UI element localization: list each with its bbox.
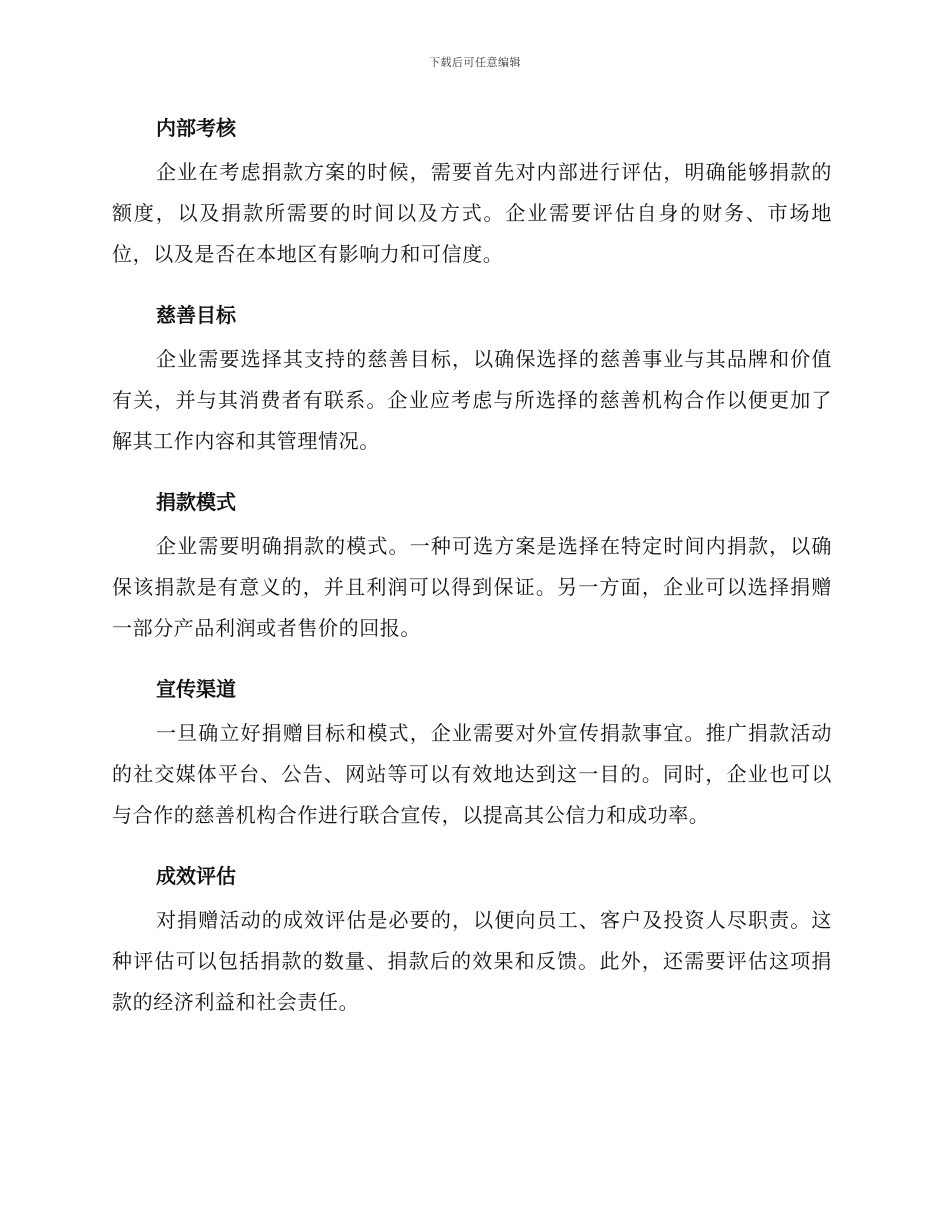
section-paragraph: 对捐赠活动的成效评估是必要的，以便向员工、客户及投资人尽职责。这种评估可以包括捐款的数量、捐款后的效果和反馈。此外，还需要评估这项捐款的经济利益和社会责任。	[112, 908, 832, 1014]
document-body	[112, 104, 832, 1039]
header-note: 下载后可任意编辑	[429, 56, 521, 69]
section-charity-goal	[112, 291, 832, 462]
section-title: 内部考核	[156, 116, 236, 140]
section-donation-mode	[112, 478, 832, 649]
section-title: 捐款模式	[156, 490, 236, 514]
section-paragraph: 企业在考虑捐款方案的时候，需要首先对内部进行评估，明确能够捐款的额度，以及捐款所需要的时间以及方式。企业需要评估自身的财务、市场地位，以及是否在本地区有影响力和可信度。	[112, 160, 832, 266]
section-promotion-channel	[112, 665, 832, 836]
section-paragraph: 企业需要选择其支持的慈善目标，以确保选择的慈善事业与其品牌和价值有关，并与其消费者有联系。企业应考虑与所选择的慈善机构合作以便更加了解其工作内容和其管理情况。	[112, 347, 832, 453]
section-title: 慈善目标	[156, 303, 236, 327]
section-paragraph: 企业需要明确捐款的模式。一种可选方案是选择在特定时间内捐款，以确保该捐款是有意义的，并且利润可以得到保证。另一方面，企业可以选择捐赠一部分产品利润或者售价的回报。	[112, 534, 832, 640]
section-title: 成效评估	[156, 864, 236, 888]
section-paragraph: 一旦确立好捐赠目标和模式，企业需要对外宣传捐款事宜。推广捐款活动的社交媒体平台、公告、网站等可以有效地达到这一目的。同时，企业也可以与合作的慈善机构合作进行联合宣传，以提高其公信力和成功率。	[112, 721, 832, 827]
section-internal-assessment	[112, 104, 832, 275]
section-title: 宣传渠道	[156, 677, 236, 701]
section-effect-evaluation	[112, 852, 832, 1023]
